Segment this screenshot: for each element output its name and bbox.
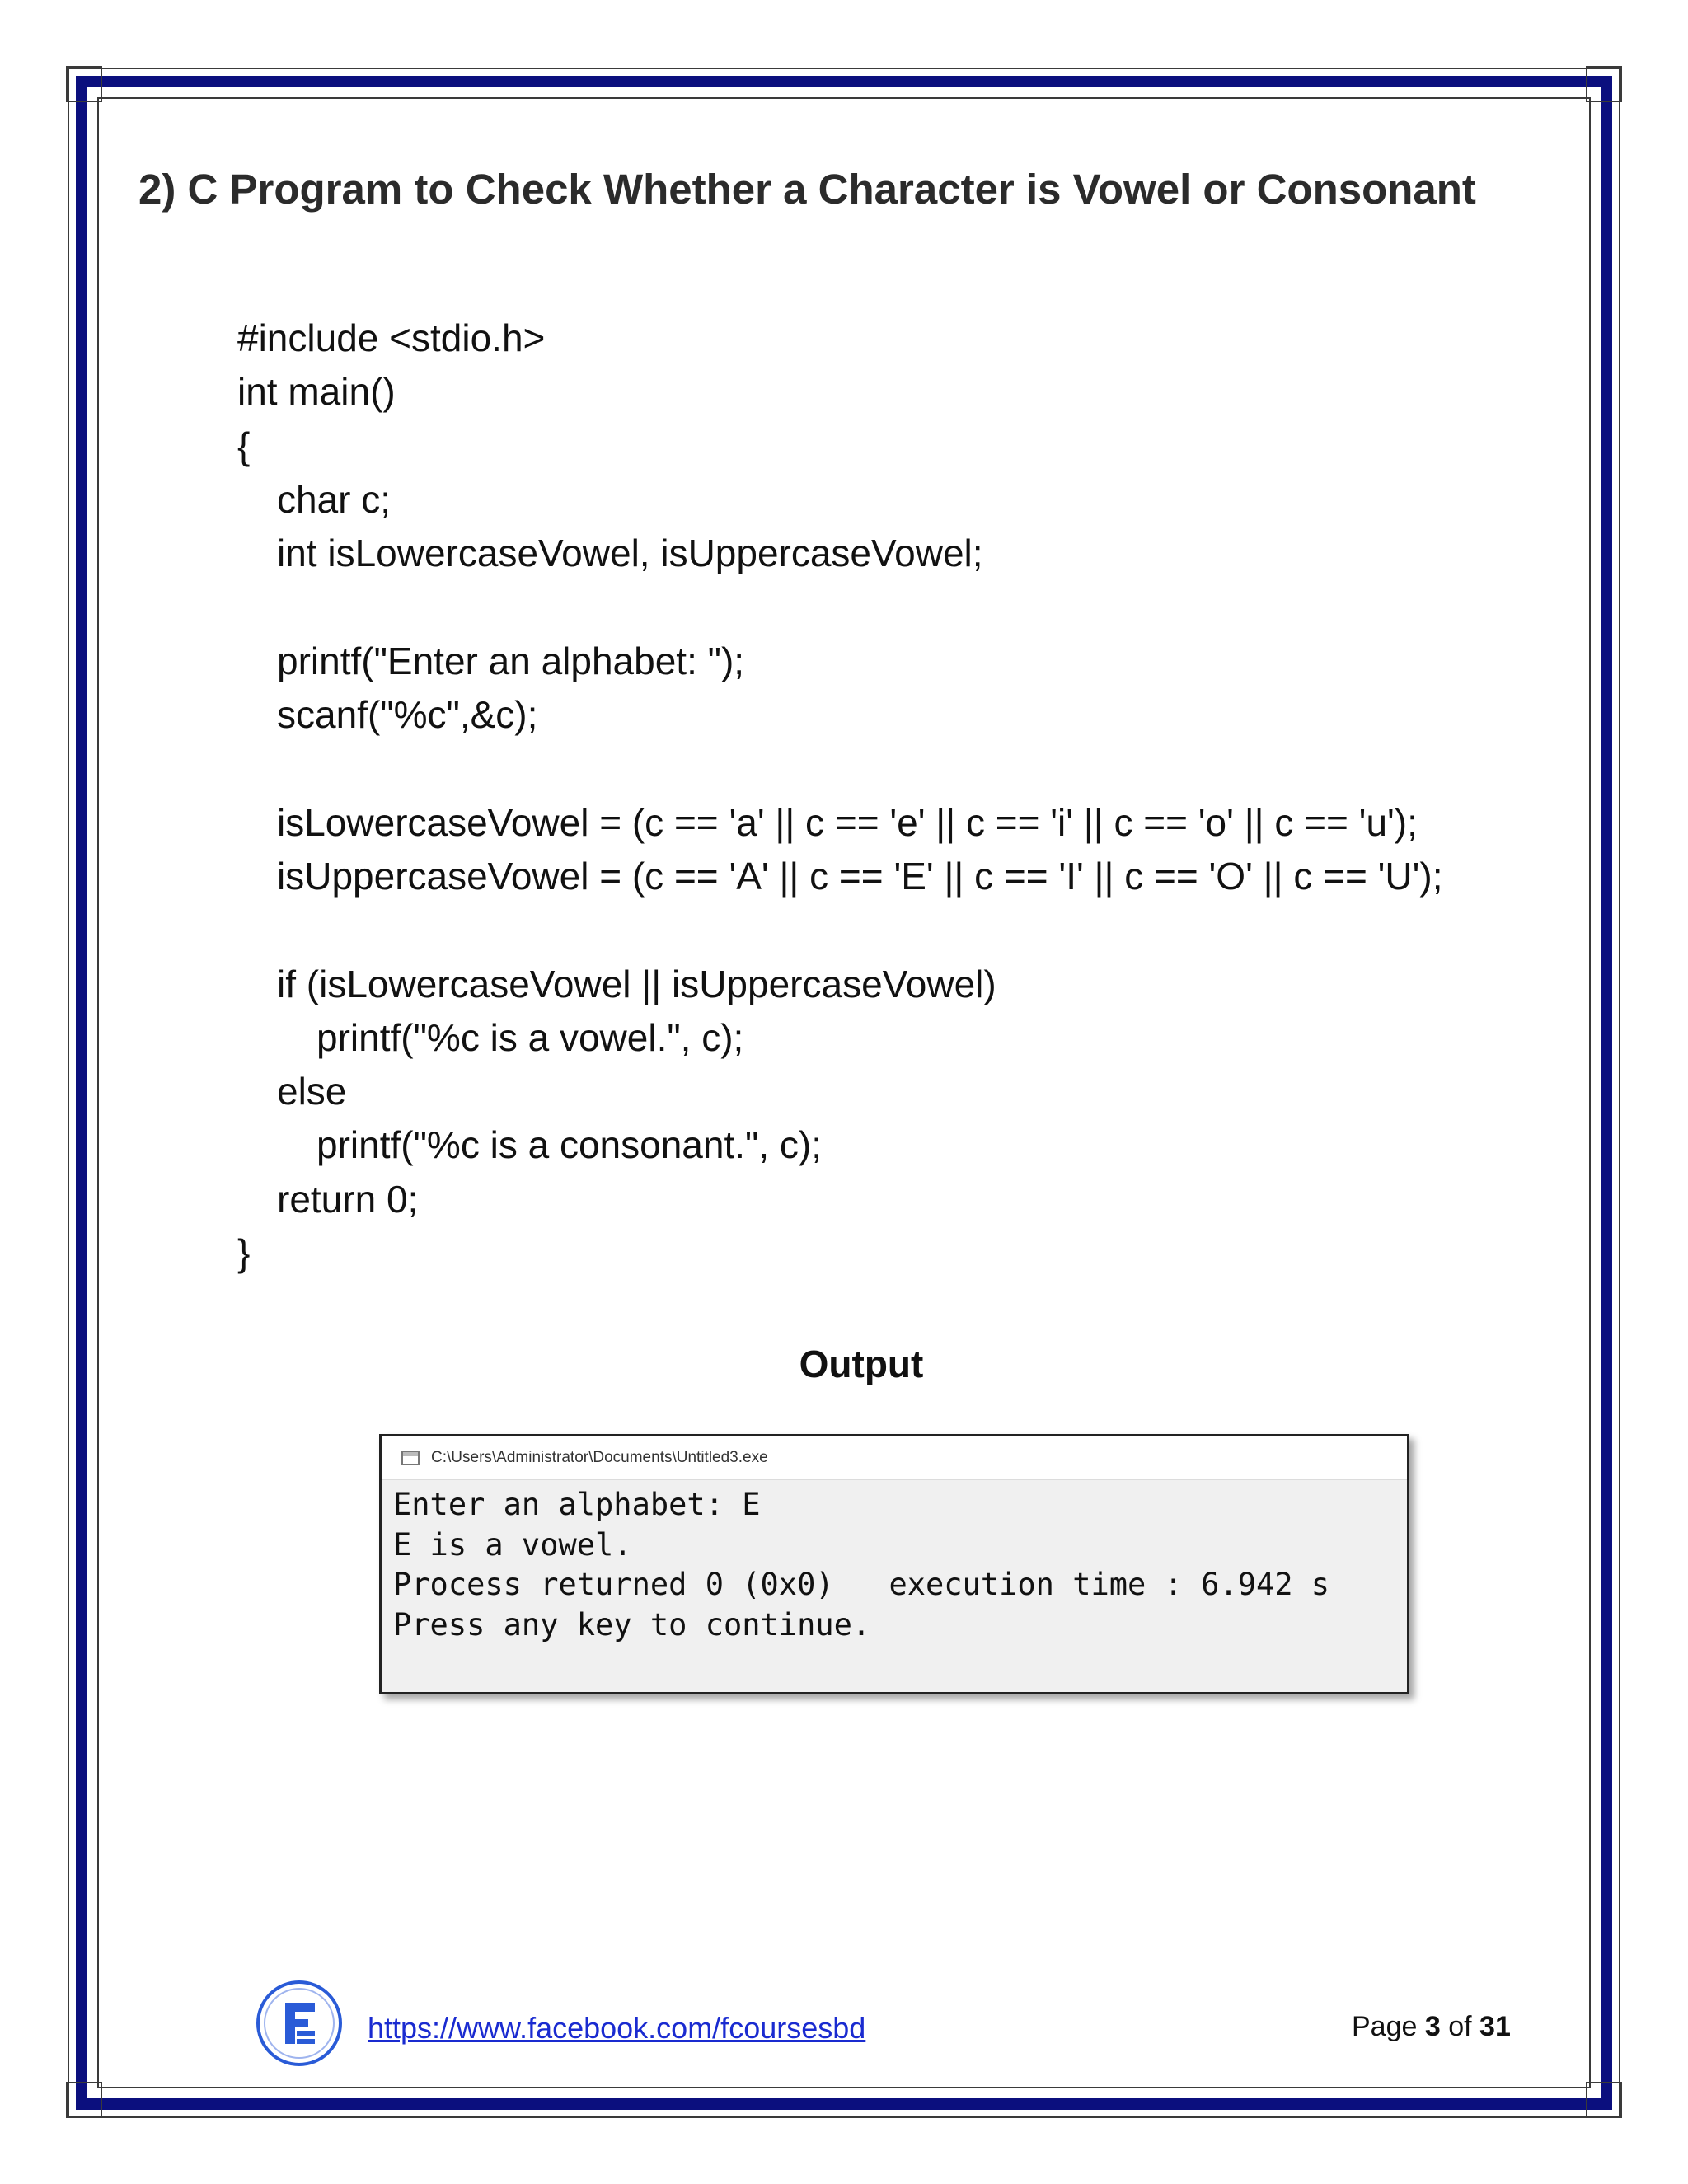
code-line <box>237 742 1443 795</box>
code-line: int isLowercaseVowel, isUppercaseVowel; <box>277 532 983 575</box>
console-app-icon <box>401 1451 420 1465</box>
code-line: { <box>237 424 251 467</box>
page-label: Page <box>1352 2011 1418 2042</box>
page-current: 3 <box>1424 2011 1441 2042</box>
code-line: int main() <box>237 370 396 414</box>
console-window <box>379 1434 1409 1694</box>
corner-ornament <box>66 66 102 102</box>
console-title: C:\Users\Administrator\Documents\Untitled3.exe <box>431 1449 768 1466</box>
code-line: scanf("%c",&c); <box>277 693 538 737</box>
code-line: isLowercaseVowel = (c == 'a' || c == 'e' || c == 'i' || c == 'o' || c == 'u'); <box>277 800 1418 844</box>
code-line: printf("%c is a consonant.", c); <box>316 1123 823 1167</box>
console-line: Press any key to continue. <box>393 1606 871 1643</box>
console-output <box>382 1480 1407 1645</box>
code-line <box>237 580 1443 634</box>
code-line <box>237 903 1443 957</box>
page-total: 31 <box>1479 2011 1511 2042</box>
output-heading: Output <box>799 1343 924 1385</box>
code-line: #include <stdio.h> <box>237 316 546 359</box>
code-line: return 0; <box>277 1177 419 1221</box>
corner-ornament <box>1586 66 1622 102</box>
facebook-link[interactable]: https://www.facebook.com/fcoursesbd <box>368 2011 866 2045</box>
code-line: else <box>277 1070 347 1113</box>
code-line: } <box>237 1231 251 1275</box>
code-line: printf("Enter an alphabet: "); <box>277 639 745 682</box>
code-line: printf("%c is a vowel.", c); <box>316 1015 744 1059</box>
code-block <box>237 312 1443 1280</box>
code-line: isUppercaseVowel = (c == 'A' || c == 'E' || c == 'I' || c == 'O' || c == 'U'); <box>277 854 1443 898</box>
console-titlebar <box>382 1436 1407 1480</box>
fcourses-logo-icon <box>256 1980 343 2067</box>
console-line: Enter an alphabet: E <box>393 1487 761 1522</box>
code-line: char c; <box>277 477 392 521</box>
page-number <box>1352 2011 1511 2043</box>
code-line: if (isLowercaseVowel || isUppercaseVowel) <box>277 962 996 1005</box>
console-line: E is a vowel. <box>393 1526 632 1563</box>
corner-ornament <box>1586 2082 1622 2118</box>
page-of: of <box>1448 2011 1472 2042</box>
console-line: Process returned 0 (0x0) execution time : 6.942 s <box>393 1567 1330 1602</box>
corner-ornament <box>66 2082 102 2118</box>
page-title: 2) C Program to Check Whether a Character is Vowel or Consonant <box>138 166 1476 213</box>
